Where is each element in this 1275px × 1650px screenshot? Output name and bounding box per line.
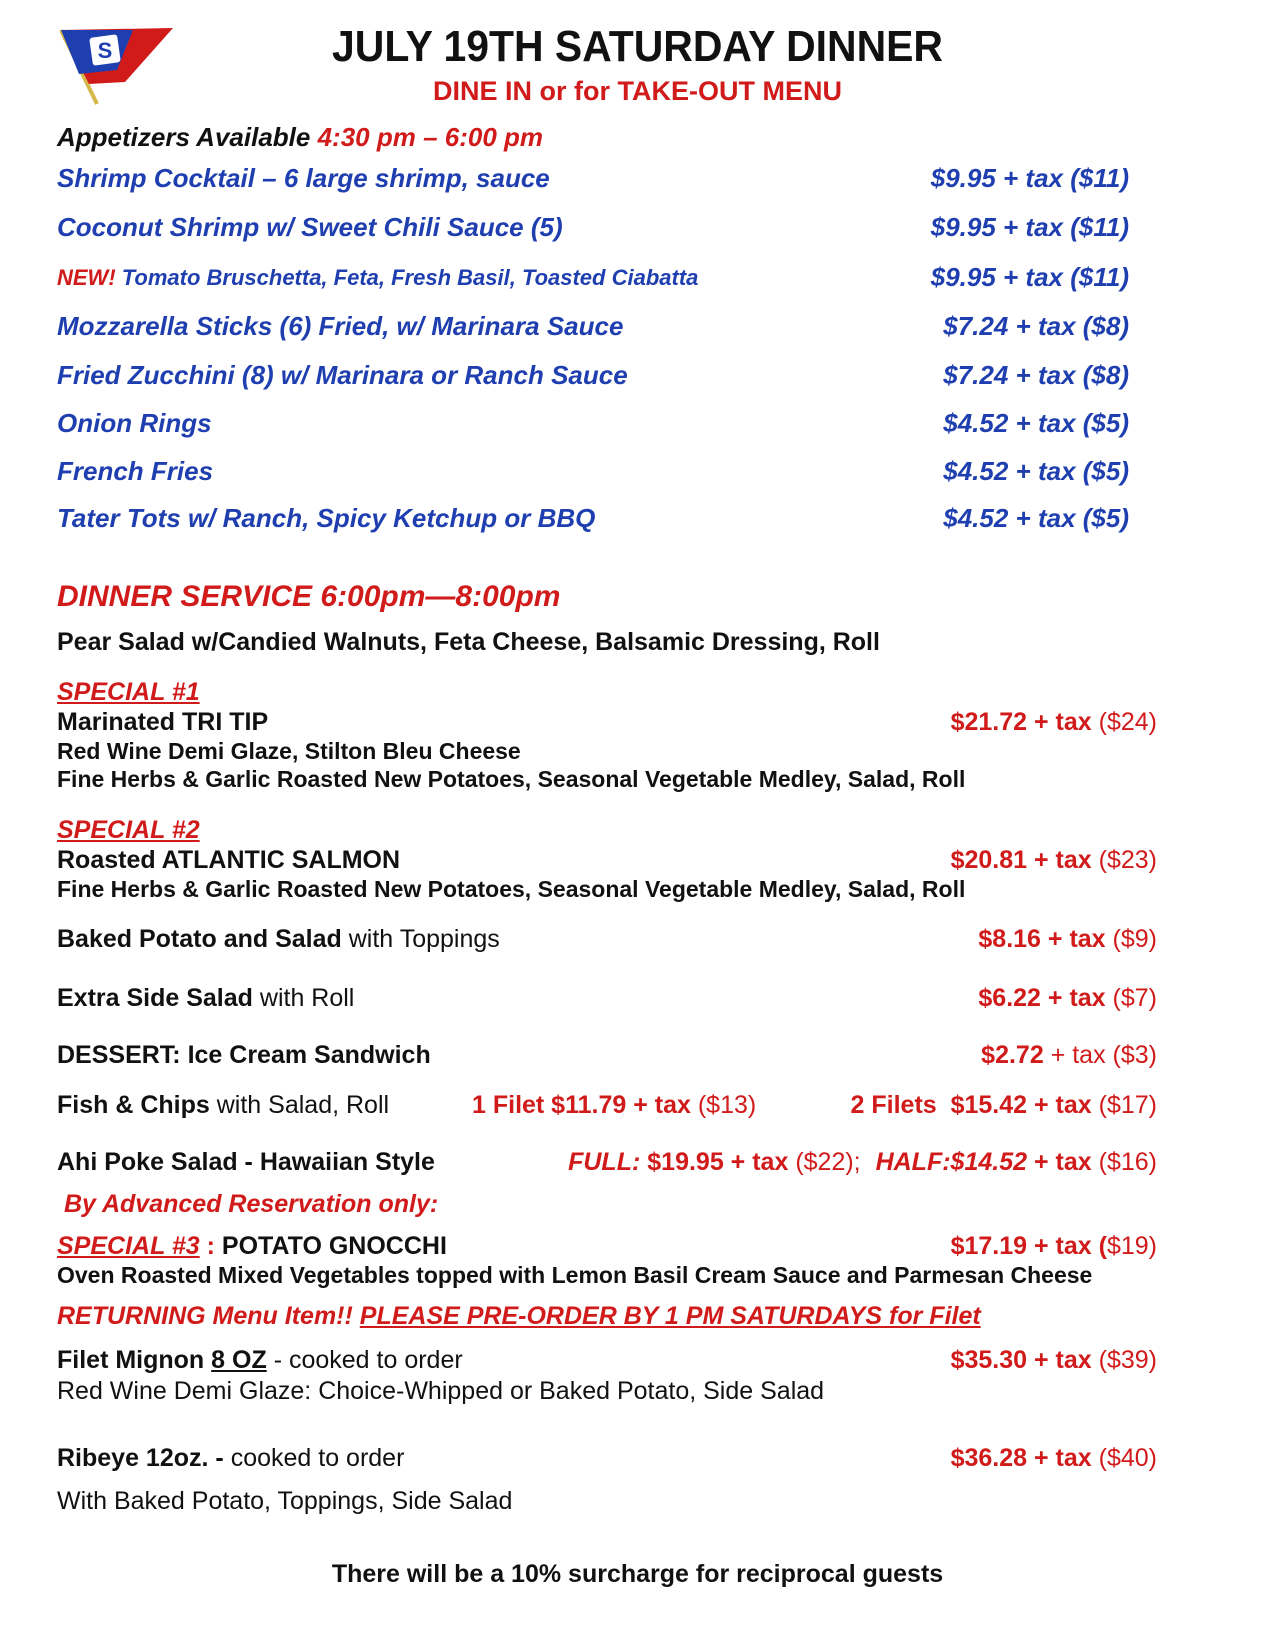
dessert-line: DESSERT: Ice Cream Sandwich — [57, 1041, 431, 1069]
special-1-name: Marinated TRI TIP — [57, 708, 269, 736]
special-1-sides: Fine Herbs & Garlic Roasted New Potatoes, Seasonal Vegetable Medley, Salad, Roll — [57, 766, 966, 792]
price-amount: $20.81 + tax — [950, 846, 1092, 874]
appetizer-item-price: $7.24 + tax ($8) — [943, 311, 1129, 341]
appetizers-heading — [57, 122, 543, 153]
appetizer-item-price: $7.24 + tax ($8) — [943, 360, 1129, 390]
price-total: ($13) — [697, 1091, 757, 1119]
appetizer-item-price: $9.95 + tax ($11) — [930, 212, 1129, 242]
side-salad-line — [57, 984, 354, 1013]
item-name: Ribeye 12oz. - — [57, 1444, 224, 1472]
special-1-detail: Red Wine Demi Glaze, Stilton Bleu Cheese — [57, 738, 521, 764]
item-extra: with Toppings — [348, 925, 500, 953]
price-total: ($7) — [1112, 984, 1157, 1012]
baked-potato-price — [978, 925, 1157, 954]
filet-mignon-line — [57, 1346, 463, 1375]
special-2-price — [951, 846, 1157, 875]
dinner-service-heading: DINNER SERVICE 6:00pm—8:00pm — [57, 580, 561, 613]
poke-salad-price — [568, 1148, 1157, 1177]
price-total: ($40) — [1098, 1444, 1157, 1472]
price-total: ($17) — [1098, 1091, 1157, 1119]
appetizer-item-name: Tater Tots w/ Ranch, Spicy Ketchup or BBQ — [57, 503, 596, 533]
preorder-notice: PLEASE PRE-ORDER BY 1 PM SATURDAYS for Filet — [359, 1302, 981, 1330]
price-total: + tax ($3) — [1050, 1041, 1157, 1069]
appetizer-item-name: Coconut Shrimp w/ Sweet Chili Sauce (5) — [57, 212, 563, 242]
special-2-label: SPECIAL #2 — [57, 816, 200, 844]
price-amount: $17.19 + tax ( — [950, 1232, 1107, 1260]
page-subtitle: DINE IN or for TAKE-OUT MENU — [433, 76, 842, 106]
appetizer-item-price: $4.52 + tax ($5) — [943, 456, 1129, 486]
half-tax: + tax — [1033, 1148, 1092, 1176]
baked-potato-line — [57, 925, 500, 954]
price-total: $19) — [1106, 1232, 1157, 1260]
half-label: HALF:$14.52 — [875, 1148, 1028, 1176]
item-name: Fish & Chips — [57, 1091, 210, 1119]
price-amount: 2 Filets $15.42 + tax — [850, 1091, 1092, 1119]
fish-chips-line — [57, 1091, 389, 1120]
item-extra: cooked to order — [230, 1444, 405, 1472]
special-2-name: Roasted ATLANTIC SALMON — [57, 846, 401, 874]
price-amount: $36.28 + tax — [950, 1444, 1092, 1472]
special-2-sides: Fine Herbs & Garlic Roasted New Potatoes, Seasonal Vegetable Medley, Salad, Roll — [57, 876, 966, 902]
item-size: 8 OZ — [211, 1346, 267, 1374]
price-amount: $21.72 + tax — [950, 708, 1092, 736]
appetizer-item-price: $4.52 + tax ($5) — [943, 408, 1129, 438]
appetizer-item-name: Tomato Bruschetta, Feta, Fresh Basil, Toasted Ciabatta — [121, 265, 699, 290]
filet-mignon-detail: Red Wine Demi Glaze: Choice-Whipped or Baked Potato, Side Salad — [57, 1377, 825, 1405]
fish-two-filet-price — [851, 1091, 1157, 1120]
dessert-price — [981, 1041, 1157, 1070]
appetizer-item-name: French Fries — [57, 456, 214, 486]
price-total: ($9) — [1112, 925, 1157, 953]
filet-mignon-price — [951, 1346, 1157, 1375]
side-salad-price — [978, 984, 1157, 1013]
special-3-line — [57, 1232, 447, 1261]
special-1-label: SPECIAL #1 — [57, 678, 200, 706]
appetizer-item-new — [57, 265, 698, 291]
item-extra: with Salad, Roll — [216, 1091, 390, 1119]
special-3-label: SPECIAL #3 — [57, 1232, 200, 1260]
appetizers-heading-label: Appetizers Available — [57, 122, 311, 152]
item-extra: - cooked to order — [273, 1346, 463, 1374]
reservation-note: By Advanced Reservation only: — [64, 1190, 439, 1218]
half-total: ($16) — [1098, 1148, 1157, 1176]
special-1-price — [951, 708, 1157, 737]
price-amount: $35.30 + tax — [950, 1346, 1092, 1374]
fish-one-filet-price — [472, 1091, 756, 1120]
price-total: ($24) — [1098, 708, 1157, 736]
price-amount: $8.16 + tax — [978, 925, 1106, 953]
new-badge: NEW! — [57, 265, 116, 290]
appetizer-item-name: Fried Zucchini (8) w/ Marinara or Ranch Sauce — [57, 360, 628, 390]
surcharge-note: There will be a 10% surcharge for reciprocal guests — [331, 1560, 944, 1588]
appetizer-item-name: Shrimp Cocktail – 6 large shrimp, sauce — [57, 163, 550, 193]
full-label: FULL: — [568, 1148, 641, 1176]
ribeye-price — [951, 1444, 1157, 1473]
special-3-colon: : — [206, 1232, 215, 1260]
price-total: ($23) — [1098, 846, 1157, 874]
appetizer-item-price: $9.95 + tax ($11) — [930, 262, 1129, 292]
page-title: JULY 19TH SATURDAY DINNER — [332, 22, 943, 71]
ribeye-line — [57, 1444, 404, 1473]
appetizer-item-name: Onion Rings — [57, 408, 212, 438]
full-price: $19.95 + tax — [647, 1148, 789, 1176]
logo-letter: S — [97, 38, 113, 63]
price-amount: $6.22 + tax — [978, 984, 1106, 1012]
appetizer-item-price: $4.52 + tax ($5) — [943, 503, 1129, 533]
price-amount: 1 Filet $11.79 + tax — [472, 1091, 691, 1119]
special-3-name: POTATO GNOCCHI — [221, 1232, 447, 1260]
special-3-price — [951, 1232, 1157, 1261]
returning-lead: RETURNING Menu Item!! — [57, 1302, 353, 1330]
special-3-detail: Oven Roasted Mixed Vegetables topped with Lemon Basil Cream Sauce and Parmesan Cheese — [57, 1262, 1093, 1288]
appetizers-hours: 4:30 pm – 6:00 pm — [317, 122, 544, 152]
returning-notice — [57, 1302, 981, 1331]
item-name: Filet Mignon — [57, 1346, 205, 1374]
item-name: Baked Potato and Salad — [57, 925, 342, 953]
appetizer-item-price: $9.95 + tax ($11) — [930, 163, 1129, 193]
item-name: Extra Side Salad — [57, 984, 253, 1012]
appetizer-item-name: Mozzarella Sticks (6) Fried, w/ Marinara Sauce — [57, 311, 624, 341]
pear-salad-line: Pear Salad w/Candied Walnuts, Feta Cheese, Balsamic Dressing, Roll — [57, 628, 880, 656]
full-total: ($22); — [795, 1148, 861, 1176]
price-amount: $2.72 — [981, 1041, 1044, 1069]
item-extra: with Roll — [259, 984, 355, 1012]
price-total: ($39) — [1098, 1346, 1157, 1374]
poke-salad-name: Ahi Poke Salad - Hawaiian Style — [57, 1148, 435, 1176]
ribeye-detail: With Baked Potato, Toppings, Side Salad — [57, 1487, 513, 1515]
